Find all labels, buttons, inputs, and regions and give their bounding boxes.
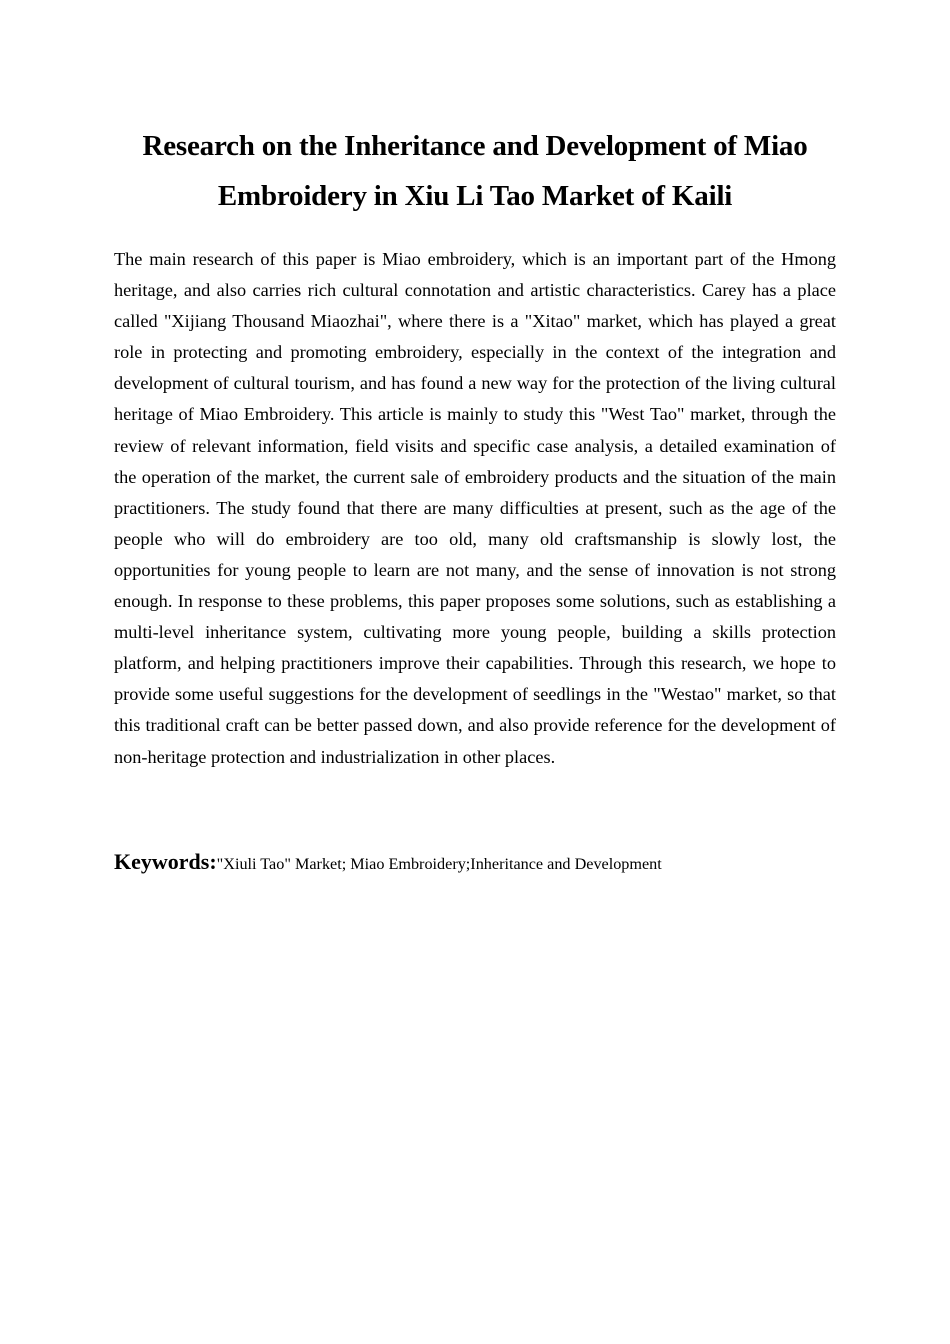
keywords-label: Keywords:	[114, 849, 217, 874]
paper-title: Research on the Inheritance and Development of Miao Embroidery in Xiu Li Tao Market of Kaili	[142, 130, 808, 212]
keywords-line	[114, 843, 836, 884]
abstract-paragraph: The main research of this paper is Miao embroidery, which is an important part of the Hmong heritage, and also carries rich cultural connotation and artistic characteristics. Carey has a place called "Xijiang Thousand Miaozhai", where there is a "Xitao" market, which has played a great role in protecting and promoting embroidery, especially in the context of the integration and development of cultural tourism, and has found a new way for the protection of the living cultural heritage of Miao Embroidery. This article is mainly to study this "West Tao" market, through the review of relevant information, field visits and specific case analysis, a detailed examination of the operation of the market, the current sale of embroidery products and the situation of the main practitioners. The study found that there are many difficulties at present, such as the age of the people who will do embroidery are too old, many old craftsmanship is slowly lost, the opportunities for young people to learn are not many, and the sense of innovation is not strong enough. In response to these problems, this paper proposes some solutions, such as establishing a multi-level inheritance system, cultivating more young people, building a skills protection platform, and helping practitioners improve their capabilities. Through this research, we hope to provide some useful suggestions for the development of seedlings in the "Westao" market, so that this traditional craft can be better passed down, and also provide reference for the development of non-heritage protection and industrialization in other places.	[114, 249, 836, 767]
keywords-text: "Xiuli Tao" Market; Miao Embroidery;Inheritance and Development	[216, 855, 662, 873]
